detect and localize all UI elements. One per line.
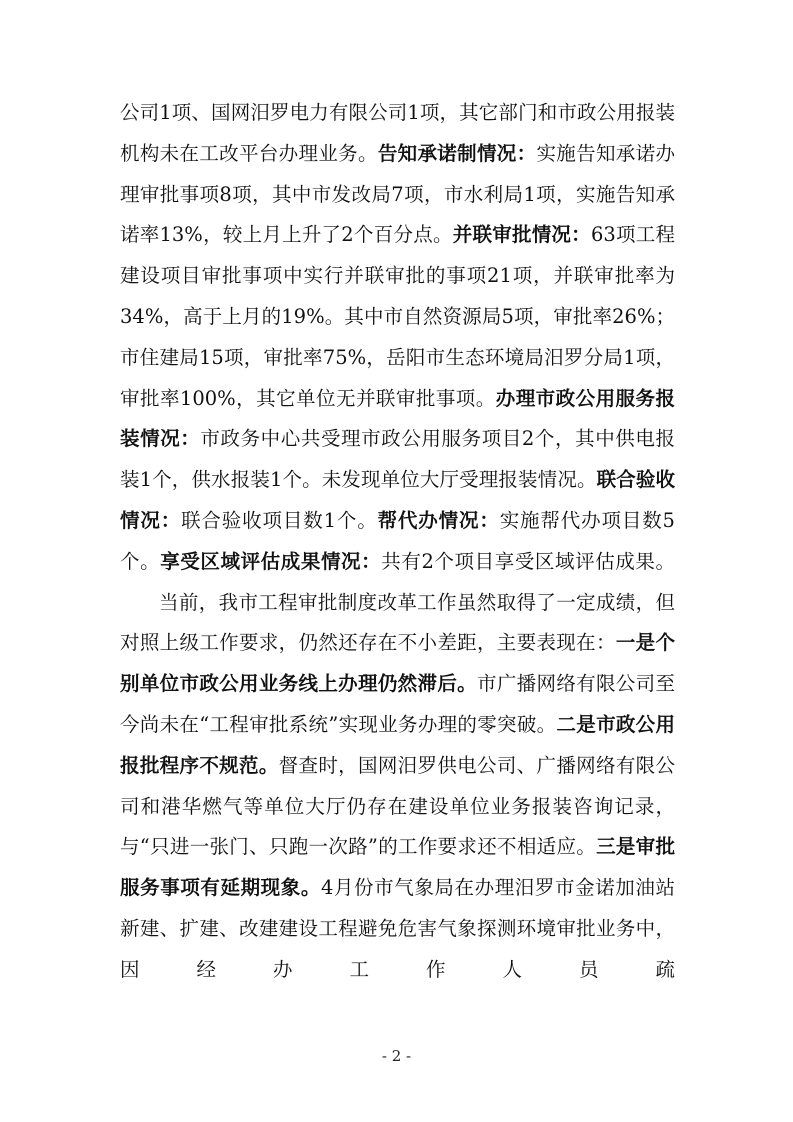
paragraph-approval-status <box>120 93 675 583</box>
body-text: 实施帮代办项目数5个。 <box>120 508 675 573</box>
body-text: 督查时，国网汨罗供电公司、广播网络有限公司和港华燃气等单位大厅仍存在建设单位业务报装咨询记录，与“只进一张门、只跑一次路”的工作要求还不相适应。 <box>120 753 675 859</box>
page-number: - 2 - <box>381 1047 412 1065</box>
paragraph-problems <box>120 583 675 991</box>
body-text: 实施告知承诺办理审批事项8项，其中市发改局7项，市水利局1项，实施告知承诺率13%，较上月上升了2个百分点。 <box>120 141 675 247</box>
body-text: 公司1项、国网汨罗电力有限公司1项，其它部门和市政公用报装机构未在工改平台办理业务。 <box>120 101 675 165</box>
body-text: 4月份市气象局在办理汨罗市金诺加油站新建、扩建、改建建设工程避免危害气象探测环境审批业务中，因经办工作人员疏 <box>120 876 675 981</box>
bold-heading-text: 告知承诺制情况： <box>377 141 537 165</box>
body-text: 当前，我市工程审批制度改革工作虽然取得了一定成绩，但对照上级工作要求，仍然还存在不小差距，主要表现在： <box>120 590 675 655</box>
bold-heading-text: 帮代办情况： <box>377 508 500 532</box>
body-text: 63项工程建设项目审批事项中实行并联审批的事项21项，并联审批率为34%，高于上月的19%。其中市自然资源局5项，审批率26%；市住建局15项，审批率75%，岳阳市生态环境局汨罗分局1项，审批率100%，其它单位无并联审批事项。 <box>120 223 675 410</box>
body-text: 市政务中心共受理市政公用服务项目2个，其中供电报装1个，供水报装1个。未发现单位大厅受理报装情况。 <box>120 427 675 492</box>
bold-heading-text: 联合验收情况： <box>120 468 675 532</box>
bold-heading-text: 享受区域评估成果情况： <box>160 549 382 573</box>
document-body <box>120 93 675 991</box>
bold-heading-text: 办理市政公用服务报装情况： <box>120 386 675 451</box>
bold-heading-text: 三是审批服务事项有延期现象。 <box>120 835 675 900</box>
body-text: 市广播网络有限公司至今尚未在“工程审批系统”实现业务办理的零突破。 <box>120 672 675 736</box>
body-text: 联合验收项目数1个。 <box>181 508 378 532</box>
bold-heading-text: 二是市政公用报批程序不规范。 <box>120 712 675 777</box>
body-text: 共有2个项目享受区域评估成果。 <box>381 549 675 573</box>
bold-heading-text: 一是个别单位市政公用业务线上办理仍然滞后。 <box>120 631 675 696</box>
bold-heading-text: 并联审批情况： <box>452 223 591 247</box>
